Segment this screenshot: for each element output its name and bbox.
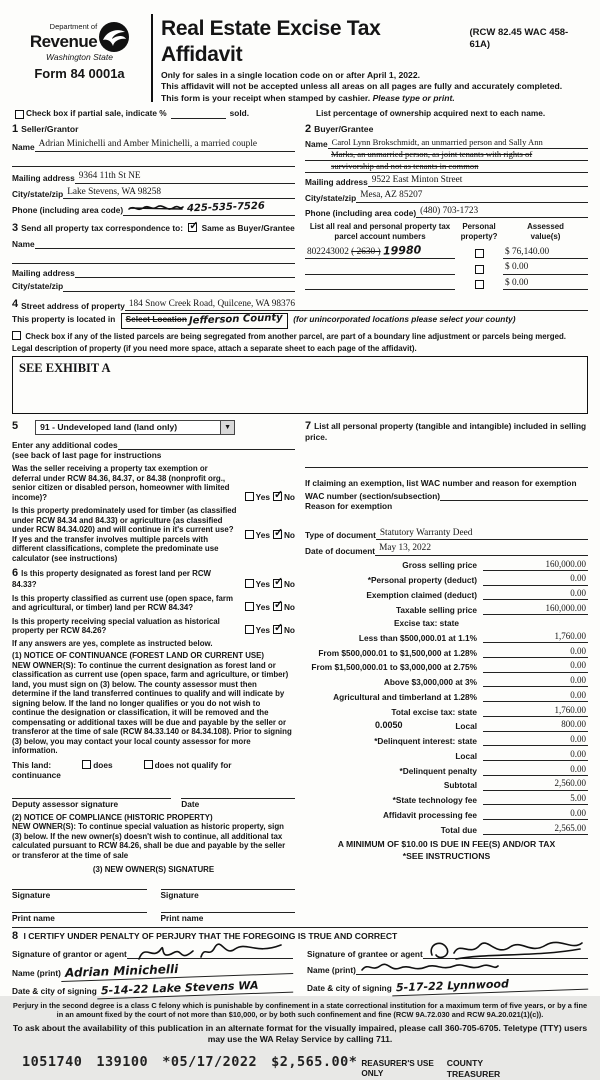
seller-section-title: 1 Seller/Grantor [12,122,79,135]
located-in-label: This property is located in [12,314,116,325]
parcel-table-header: List all real and personal property tax parcel account numbers Personal property? Assessed value(s) [309,222,564,241]
tax-row-label: Less than $500,000.01 at 1.1% [358,632,477,643]
buyer-mailing-value: 9522 East Minton Street [368,175,588,188]
tax-row-value: 0.00 [483,690,588,702]
segregated-label: Check box if any of the listed parcels are being segregated from another parcel, are part of a boundary line adjustment or parcels being merged. [25,331,566,341]
deputy-date-label: Date [181,799,200,810]
correspondence-name-field[interactable] [35,239,295,249]
subtitle-2: This affidavit will not be accepted unless all areas on all pages are fully and accurately completed. [160,81,563,92]
grantee-name-handwriting-scrawl [360,962,500,974]
reason-for-exemption-label: Reason for exemption [305,501,393,512]
parcel-row [305,244,588,260]
correspondence-city-label: City/state/zip [12,281,64,292]
tax-row [305,573,588,585]
doc-date-value: May 13, 2022 [375,543,588,556]
additional-codes-label: Enter any additional codes [12,439,118,450]
grantee-date-city-value: 5-17-22 Lynnwood [392,975,589,997]
buyer-name-label: Name [305,138,328,149]
see-instructions-note: *SEE INSTRUCTIONS [402,850,491,861]
cashier-stamp: 1051740 139100 *05/17/2022 $2,565.00* [22,1054,358,1071]
tax-row-label: From $1,500,000.01 to $3,000,000 at 2.75% [311,662,477,673]
tax-row [305,749,588,761]
parcel-number-field[interactable] [305,274,455,275]
this-land-label: This land: [12,759,52,770]
tax-row-value: 0.00 [483,675,588,687]
accessibility-notice: To ask about the availability of this publication in an alternate format for the visually impaired, please call 360-705-6705. Teletype (TTY) users may use the WA Relay Service by calling 711. [12,1023,588,1044]
seller-mailing-value: 9364 11th St NE [75,171,295,184]
additional-codes-field[interactable] [118,440,295,450]
tax-row-label: Exemption claimed (deduct) [366,589,477,600]
seller-city-value: Lake Stevens, WA 98258 [63,187,295,200]
current-use-yes-checkbox[interactable] [245,602,254,611]
buyer-name-line1: Carol Lynn Brokschmidt, an unmarried person and Sally Ann [328,137,588,149]
form-header [12,8,588,104]
tax-row [305,705,588,717]
timber-yes-checkbox[interactable] [245,530,254,539]
deputy-assessor-label: Deputy assessor signature [12,799,119,810]
tax-row [305,734,588,746]
signature-label: Signature [160,889,199,900]
partial-sale-sold-label: sold. [229,108,250,119]
wac-number-field[interactable] [440,491,588,501]
tax-row [305,660,588,672]
tax-row-label: Subtotal [443,780,477,791]
tax-row-value: 800.00 [483,719,588,731]
tax-row-value: 1,760.00 [483,631,588,643]
tax-row-value: 0.00 [483,749,588,761]
grantee-print-name-value [356,962,588,975]
local-rate-value: 0.0050 [375,720,403,731]
tax-row-label: Local [455,750,477,761]
exemption-yes-checkbox[interactable] [245,492,254,501]
grantee-date-city-label: Date & city of signing [307,982,392,993]
tax-row-label: Above $3,000,000 at 3% [383,677,477,688]
legal-description-label: Legal description of property (if you need more space, attach a separate sheet to each page of the affidavit). [12,343,417,353]
print-name-label: Print name [12,912,55,923]
tax-row-value: 0.00 [483,808,588,820]
exemption-no-checkbox[interactable]: ✓ [273,488,284,501]
does-not-checkbox[interactable] [144,760,153,769]
personal-property-checkbox-3[interactable] [475,280,484,289]
segregated-checkbox[interactable] [12,331,21,340]
tax-row [305,690,588,702]
tax-row-label: Total excise tax: state [391,706,477,717]
title-rcw-reference: (RCW 82.45 WAC 458-61A) [469,27,569,50]
tax-row [305,631,588,643]
property-section-num: 4 [12,297,19,310]
continuance-title: (1) NOTICE OF CONTINUANCE (FOREST LAND OR CURRENT USE) [12,651,265,661]
tax-row-value: 1,760.00 [483,705,588,717]
tax-row-label: Local [455,721,477,732]
tax-row-label: Total due [440,824,477,835]
grantee-certify-block [307,946,588,996]
assessed-value: $ 0.00 [503,278,588,291]
same-as-buyer-checkbox[interactable]: ✓ [189,219,199,232]
legal-description-box[interactable] [12,356,588,414]
seller-name-value: Adrian Minichelli and Amber Minichelli, a married couple [35,139,295,152]
wac-number-label: WAC number (section/subsection) [305,491,441,502]
tax-row-label: Affidavit processing fee [382,809,477,820]
grantee-signature-label: Signature of grantee or agent [307,949,423,960]
new-owner-print-name-field-2[interactable] [161,902,296,913]
continuance-word: continuance [12,769,61,780]
partial-sale-percent-field[interactable] [171,108,226,119]
does-checkbox[interactable] [82,760,91,769]
assessed-value: $ 76,140.00 [503,247,588,260]
select-location-placeholder: Select Location [125,314,187,325]
buyer-name-line3: survivorship and not as tenants in common [305,161,588,173]
timber-no-checkbox[interactable]: ✓ [273,526,284,539]
tax-row [305,823,588,835]
grantor-date-city-value: 5-14-22 Lake Stevens WA [97,978,294,1000]
tax-row-value: 0.00 [483,764,588,776]
treasurer-stamp-row [12,1054,588,1080]
agency-revenue: Revenue [29,32,98,52]
correspondence-city-field[interactable] [63,282,295,292]
new-owner-signature-field-2[interactable] [161,879,296,890]
grantor-date-city-label: Date & city of signing [12,985,97,996]
current-use-no-checkbox[interactable]: ✓ [273,599,284,612]
parcel-struck-number: ( 2630 ) [351,246,381,257]
subtitle-1: Only for sales in a single location code on or after April 1, 2022. [160,69,420,80]
grantor-signature-label: Signature of grantor or agent [12,949,127,960]
legal-description-value: SEE EXHIBIT A [19,360,111,375]
land-use-code-value: 91 - Undeveloped land (land only) [40,421,178,432]
doc-type-label: Type of document [305,530,376,541]
tax-row-label: *State technology fee [392,795,477,806]
parcel-row [305,262,588,275]
historic-question: Is this property receiving special valuation as historical property per RCW 84.26? Yes ✓ No [12,616,295,636]
continuance-body: NEW OWNER(S): To continue the current designation as forest land or classification as current use (open space, farm and agriculture, or timber) land, you must sign on (3) below. The county assessor must then determine if the land transferred continues to qualify and will indicate by signing below. If the land no longer qualifies or you do not wish to continue the designation or classification, it will be removed and the compensating or additional taxes will be due and payable by the seller or transferor at the time of sale (RCW 84.33.140 or 84.34.108). Prior to signing (3) below, you may contact your local county assessor for more information. [12,660,292,756]
buyer-phone-value: (480) 703-1723 [416,206,588,219]
correspondence-row: 3 Send all property tax correspondence to: ✓ Same as Buyer/Grantee [12,219,295,234]
buyer-name-line2: Marks, an unmarried person, as joint tenants with rights of [305,149,588,161]
street-address-label: Street address of property [21,301,125,311]
parcel-handwritten-number: 19980 [382,242,422,258]
personal-property-checkbox-1[interactable] [475,249,484,258]
dor-logo-block [12,8,147,104]
tax-row [305,603,588,615]
current-use-question: Is this property classified as current use (open space, farm and agricultural, or timber) land per RCW 84.34? Yes ✓ No [12,593,295,613]
tax-row [305,559,588,571]
located-in-row [12,313,588,329]
partial-sale-label: Check box if partial sale, indicate % [26,108,167,119]
tax-row-value: 160,000.00 [483,559,588,571]
tax-row-label: Agricultural and timberland at 1.28% [333,691,477,702]
parcel-number-field[interactable] [305,289,455,290]
correspondence-name-label: Name [12,238,35,249]
does-label: does [93,759,113,770]
type-or-print-note: Please type or print. [372,92,455,103]
dor-swoosh-icon [99,22,129,52]
personal-property-checkbox-2[interactable] [475,265,484,274]
seller-name-label: Name [12,141,35,152]
answers-yes-note: If any answers are yes, complete as instructed below. [12,638,213,648]
tax-row-value: 160,000.00 [483,603,588,615]
tax-row-value: 0.00 [483,660,588,672]
tax-row-value: 2,565.00 [483,823,588,835]
tax-row-value: 0.00 [483,734,588,746]
tax-row [305,646,588,658]
tax-row-value: 0.00 [483,646,588,658]
correspondence-mailing-label: Mailing address [12,267,75,278]
grantor-certify-block [12,946,293,996]
parcel-row [305,278,588,291]
grantor-print-name-value: Adrian Minichelli [61,958,294,982]
exemption-question: Was the seller receiving a property tax exemption or deferral under RCW 84.36, 84.37, or 84.38 (nonprofit org., senior citizen or disabled person, homeowner with limited income)? Yes ✓ No [12,464,295,502]
buyer-mailing-label: Mailing address [305,176,368,187]
tax-row-local [305,719,588,731]
partial-sale-checkbox[interactable] [15,110,24,119]
tax-row [305,778,588,790]
tax-row-label: From $500,000.01 to $1,500,000 at 1.28% [318,647,477,658]
deputy-date-field[interactable] [181,788,295,799]
segregated-row [12,331,588,342]
struck-phone-scribble [127,203,185,213]
forest-yes-checkbox[interactable] [245,579,254,588]
agency-state: Washington State [46,51,113,62]
page-title: Real Estate Excise Tax Affidavit [160,17,381,67]
perjury-notice: Perjury in the second degree is a class C felony which is punishable by confinement in a state correctional institution for a maximum term of five years, or by a fine in an amount fixed by the court of not more than $10,000, or by both such confinement and fine (RCW 9A.72.030 and RCW 9A.20.021(1)(c)). [12,1001,588,1020]
print-name-label: Print name [160,912,204,923]
ownership-note: List percentage of ownership acquired next to each name. [316,107,546,118]
tax-row [305,764,588,776]
buyer-phone-label: Phone (including area code) [305,208,417,219]
correspondence-label: Send all property tax correspondence to: [21,222,183,233]
seller-city-label: City/state/zip [12,188,64,199]
doc-date-label: Date of document [305,545,376,556]
land-use-code-dropdown[interactable] [35,420,235,435]
tax-row-value: 2,560.00 [483,778,588,790]
tax-row [305,588,588,600]
partial-sale-row [12,108,302,119]
buyer-city-label: City/state/zip [305,192,357,203]
minimum-due-note: A MINIMUM OF $10.00 IS DUE IN FEE(S) AND/OR TAX [337,838,556,849]
county-handwritten: Jefferson County [189,312,284,327]
seller-phone-label: Phone (including area code) [12,205,124,216]
new-owner-print-name-field-1[interactable] [12,902,147,913]
assessed-value: $ 0.00 [503,262,588,275]
subtitle-3: This form is your receipt when stamped by cashier. Please type or print. [160,92,455,103]
agency-dept-of: Department of [49,22,98,31]
forest-land-question: 6 Is this property designated as forest land per RCW 84.33? Yes ✓ No [12,567,295,590]
tax-row [305,675,588,687]
exemption-note: If claiming an exemption, list WAC number and reason for exemption [305,477,577,488]
doc-type-value: Statutory Warranty Deed [376,528,588,541]
same-as-buyer-label: Same as Buyer/Grantee [201,222,295,233]
does-not-label: does not qualify for [154,759,232,770]
compliance-body: NEW OWNER(S): To continue special valuation as historic property, sign (3) below. If the new owner(s) doesn't wish to continue, all additional tax calculated pursuant to RCW 84.26, shall be due and payable by the seller or transferor at the time of sale [12,822,286,860]
new-owner-signature-field-1[interactable] [12,879,147,890]
section5-num: 5 [12,420,19,433]
timber-question: Is this property predominately used for timber (as classified under RCW 84.34 and 84.33) or agriculture (as classified under RCW 84.34.020) and will continue in it's current use? If yes and the transfer involves multiple parcels with different classifications, complete the predominate use calculator (see instructions) Yes ✓ No [12,506,295,563]
tax-row [305,793,588,805]
personal-property-field[interactable] [305,457,588,468]
tax-row-value: 0.00 [483,588,588,600]
tax-row-label: Gross selling price [402,560,477,571]
location-select-box[interactable] [121,313,288,329]
buyer-city-value: Mesa, AZ 85207 [356,190,588,203]
form-number: Form 84 0001a [34,66,125,82]
tax-row-label: Taxable selling price [395,604,477,615]
deputy-assessor-signature-field[interactable] [12,788,171,799]
personal-property-section: 7 List all personal property (tangible and intangible) included in selling price. [305,419,587,442]
grantee-print-name-label: Name (print) [307,965,356,976]
signature-label: Signature [12,889,51,900]
located-in-note: (for unincorporated locations please select your county) [293,314,516,325]
street-address-value: 184 Snow Creek Road, Quilcene, WA 98376 [125,299,355,312]
excise-tax-state-header: Excise tax: state [393,618,460,629]
treasurer-use-only-label: REASURER'S USE ONLY [361,1059,434,1079]
tax-row-label: *Delinquent penalty [399,765,477,776]
parcel-number: 802243002 ( 2630 ) 19980 [305,244,455,260]
compliance-title: (2) NOTICE OF COMPLIANCE (HISTORIC PROPERTY) [12,812,213,822]
seller-phone-handwritten: 425-535-7526 [187,200,266,215]
this-land-row [12,760,295,770]
tax-row-value: 0.00 [483,573,588,585]
seller-phone-value [123,202,295,216]
historic-yes-checkbox[interactable] [245,625,254,634]
forest-no-checkbox[interactable]: ✓ [273,576,284,589]
tax-row-label: *Personal property (deduct) [367,575,477,586]
seller-name-overflow-field[interactable] [12,156,295,167]
see-back-note: (see back of last page for instructions [12,449,162,460]
tax-row [305,808,588,820]
chevron-down-icon[interactable]: ▼ [220,421,234,434]
tax-row-label: *Delinquent interest: state [374,736,477,747]
header-divider [151,14,153,102]
certify-statement: 8 I CERTIFY UNDER PENALTY OF PERJURY THAT THE FOREGOING IS TRUE AND CORRECT [12,930,398,943]
grantor-print-name-label: Name (print) [12,968,61,979]
tax-row-value: 5.00 [483,793,588,805]
correspondence-mailing-field[interactable] [75,268,295,278]
correspondence-name-overflow-field[interactable] [12,253,295,264]
historic-no-checkbox[interactable]: ✓ [273,622,284,635]
buyer-section-title: 2 Buyer/Grantee [305,122,374,135]
new-owner-signature-title: (3) NEW OWNER(S) SIGNATURE [92,865,215,875]
seller-mailing-label: Mailing address [12,173,75,184]
street-address-extra-line [355,301,588,311]
grantee-signature-field[interactable] [423,949,588,959]
county-treasurer-label: COUNTY TREASURER [446,1058,501,1079]
